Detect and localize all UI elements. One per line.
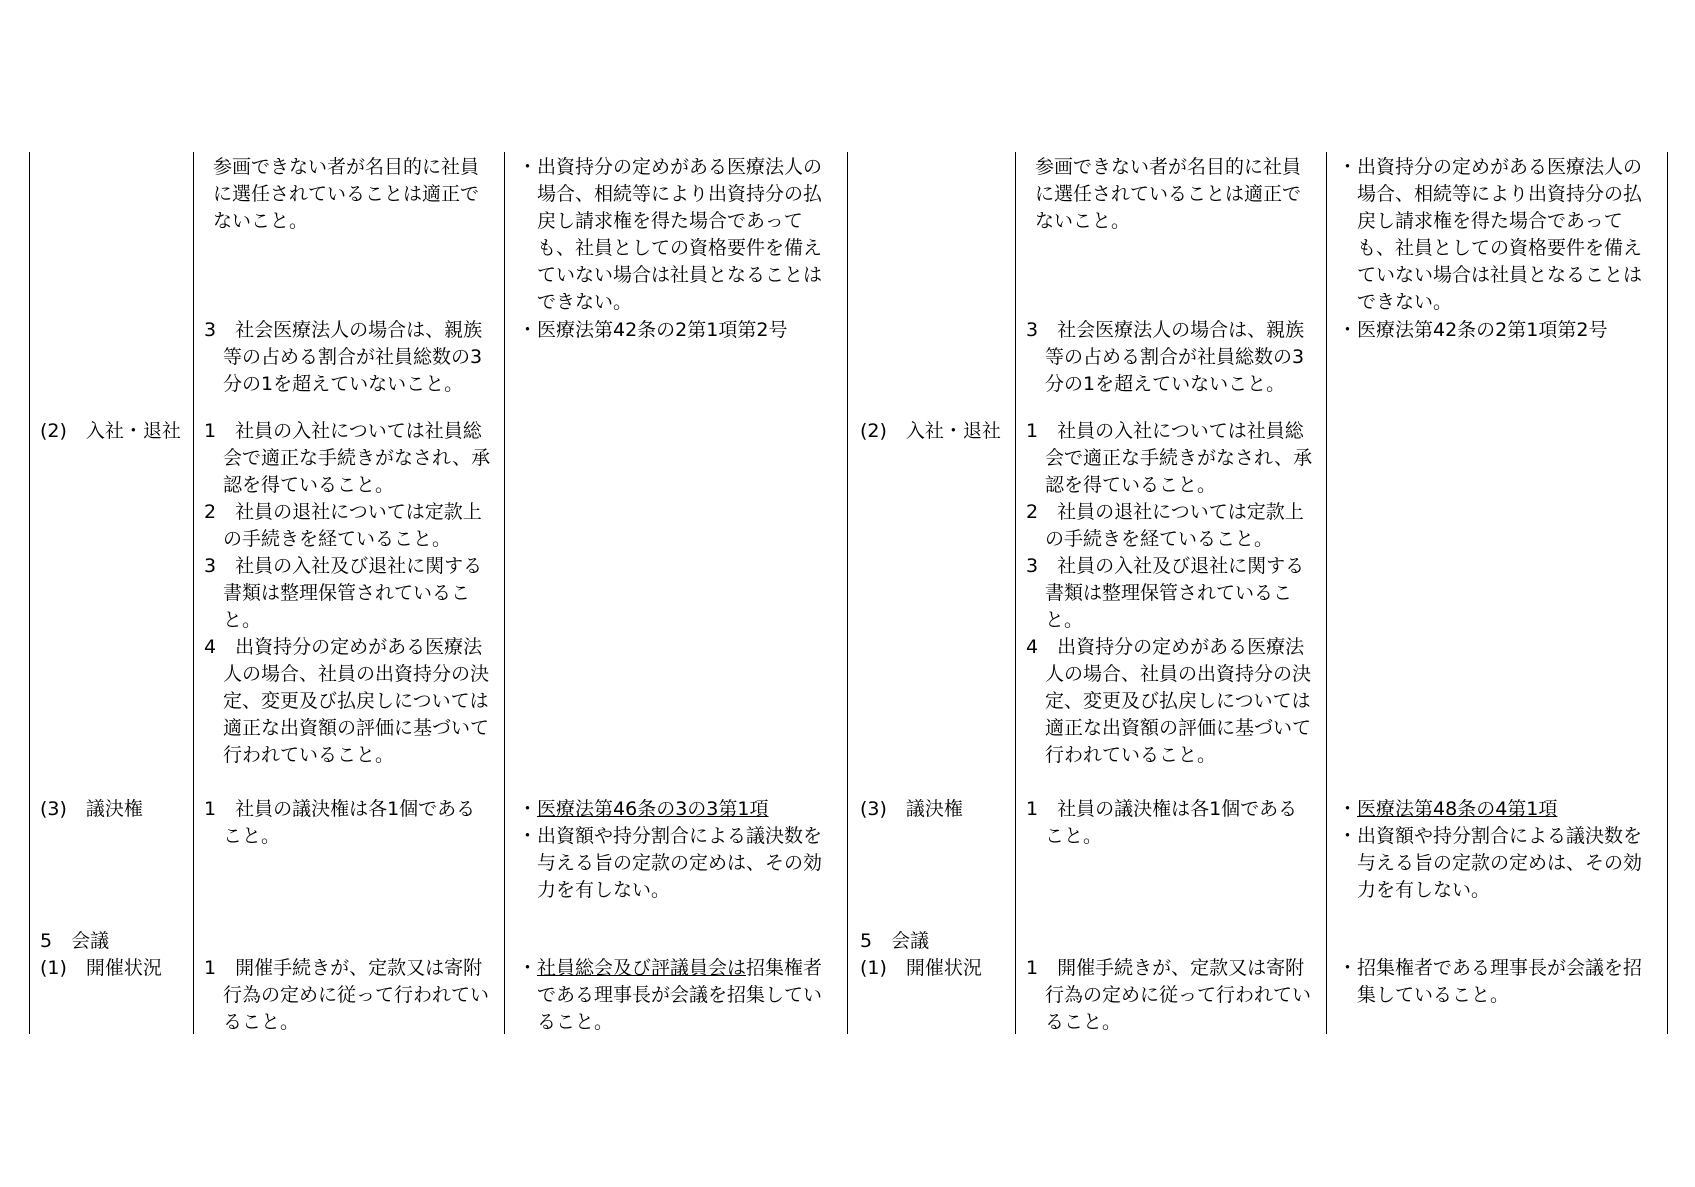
right-r4-note	[1338, 796, 1642, 904]
text-line: できない。	[518, 291, 633, 313]
text-line: 3 社会医療法人の場合は、親族	[1026, 319, 1305, 341]
item-label: (2) 入社・退社	[860, 420, 1001, 442]
text-line: ないこと。	[1035, 210, 1131, 232]
text-line: 1 社員の議決権は各1個である	[204, 798, 476, 820]
item-label: (3) 議決権	[860, 798, 963, 820]
right-r2-point	[1026, 317, 1304, 398]
text-line: 書類は整理保管されているこ	[204, 582, 471, 604]
bullet: ・	[1338, 798, 1358, 820]
text-line: 1 開催手続きが、定款又は寄附	[1026, 957, 1305, 979]
text-line: と。	[204, 609, 262, 631]
text-line: 会で適正な手続きがなされ、承	[204, 447, 491, 469]
item-label: (2) 入社・退社	[40, 420, 181, 442]
section-heading: 5 会議	[40, 930, 110, 952]
text-line: 書類は整理保管されているこ	[1026, 582, 1293, 604]
text-line: 1 社員の入社については社員総	[204, 420, 482, 442]
text-line: ・医療法第42条の2第1項第2号	[518, 319, 788, 341]
text-line: ること。	[204, 1011, 300, 1033]
text-line: ていない場合は社員となることは	[1338, 264, 1643, 286]
text-line: 4 出資持分の定めがある医療法	[204, 636, 483, 658]
bullet: ・	[518, 957, 538, 979]
text-line: 認を得ていること。	[1026, 474, 1217, 496]
left-r4-item	[40, 796, 143, 823]
text-line: 定、変更及び払戻しについては	[204, 690, 489, 712]
text-line: 1 開催手続きが、定款又は寄附	[204, 957, 483, 979]
text-line: 参画できない者が名目的に社員	[213, 156, 480, 178]
text-line: ・出資額や持分割合による議決数を	[1338, 825, 1643, 847]
text-line: 人の場合、社員の出資持分の決	[204, 663, 490, 685]
text-line: 1 社員の議決権は各1個である	[1026, 798, 1298, 820]
law-reference: 医療法第46条の3の3第1項	[537, 798, 769, 820]
bullet: ・	[518, 798, 538, 820]
text-line: 会で適正な手続きがなされ、承	[1026, 447, 1313, 469]
right-r5-heading	[860, 928, 982, 982]
column-rule	[1667, 152, 1668, 1034]
right-r2-note	[1338, 317, 1607, 344]
text-line	[518, 955, 822, 982]
text-tail: 招集権者	[746, 957, 823, 979]
text-line: の手続きを経ていること。	[204, 528, 452, 550]
text-line: と。	[1026, 609, 1084, 631]
text-line: 行われていること。	[1026, 744, 1217, 766]
text-line: 3 社会医療法人の場合は、親族	[204, 319, 483, 341]
left-r5-heading	[40, 928, 162, 982]
text-line: 集していること。	[1338, 984, 1510, 1006]
left-r5-note	[518, 955, 822, 1036]
text-line: ・医療法第42条の2第1項第2号	[1338, 319, 1608, 341]
left-r2-point	[204, 317, 482, 398]
text-line: 適正な出資額の評価に基づいて	[1026, 717, 1312, 739]
left-r4-point	[204, 796, 475, 850]
column-rule	[1015, 152, 1016, 1034]
left-r5-point	[204, 955, 489, 1036]
text-line: できない。	[1338, 291, 1453, 313]
text-line: 分の1を超えていないこと。	[204, 373, 464, 395]
text-line: 2 社員の退社については定款上	[1026, 501, 1304, 523]
right-r3-point	[1026, 418, 1312, 769]
law-reference: 医療法第48条の4第1項	[1357, 798, 1558, 820]
text-line: 与える旨の定款の定めは、その効	[518, 852, 823, 874]
right-r3-item	[860, 418, 1001, 445]
right-r4-item	[860, 796, 963, 823]
column-rule	[847, 152, 848, 1034]
column-rule	[29, 152, 30, 1034]
text-line: も、社員としての資格要件を備え	[1338, 237, 1643, 259]
text-line: 分の1を超えていないこと。	[1026, 373, 1286, 395]
text-line: 1 社員の入社については社員総	[1026, 420, 1304, 442]
text-line: の手続きを経ていること。	[1026, 528, 1274, 550]
text-line: 場合、相続等により出資持分の払	[1338, 183, 1643, 205]
section-heading: 5 会議	[860, 930, 930, 952]
text-line: ること。	[518, 1011, 614, 1033]
text-line: 場合、相続等により出資持分の払	[518, 183, 823, 205]
text-line: 行為の定めに従って行われてい	[204, 984, 490, 1006]
right-r5-note	[1338, 955, 1642, 1009]
left-r3-item	[40, 418, 181, 445]
left-r3-point	[204, 418, 490, 769]
item-label: (1) 開催状況	[860, 957, 982, 979]
text-line: 戻し請求権を得た場合であって	[1338, 210, 1623, 232]
text-line: 適正な出資額の評価に基づいて	[204, 717, 490, 739]
left-r4-note	[518, 796, 822, 904]
text-line: 行為の定めに従って行われてい	[1026, 984, 1312, 1006]
text-line	[1338, 796, 1642, 823]
text-line: ・出資持分の定めがある医療法人の	[518, 156, 823, 178]
left-r1-note	[518, 154, 822, 316]
right-r1-point	[1035, 154, 1301, 235]
text-line: 参画できない者が名目的に社員	[1035, 156, 1302, 178]
text-line: に選任されていることは適正で	[213, 183, 480, 205]
text-line: ・出資額や持分割合による議決数を	[518, 825, 823, 847]
text-line: も、社員としての資格要件を備え	[518, 237, 823, 259]
text-line: 与える旨の定款の定めは、その効	[1338, 852, 1643, 874]
text-line: ること。	[1026, 1011, 1122, 1033]
text-line: こと。	[1026, 825, 1103, 847]
right-r5-point	[1026, 955, 1311, 1036]
text-line: ・招集権者である理事長が会議を招	[1338, 957, 1643, 979]
text-line: ・出資持分の定めがある医療法人の	[1338, 156, 1643, 178]
left-r1-point	[213, 154, 479, 235]
right-r1-note	[1338, 154, 1642, 316]
column-rule	[504, 152, 505, 1034]
left-r2-note	[518, 317, 787, 344]
text-line	[518, 796, 822, 823]
text-line: 3 社員の入社及び退社に関する	[1026, 555, 1305, 577]
text-line: 等の占める割合が社員総数の3	[1026, 346, 1305, 368]
text-line: 4 出資持分の定めがある医療法	[1026, 636, 1305, 658]
text-line: 人の場合、社員の出資持分の決	[1026, 663, 1312, 685]
text-line: 定、変更及び払戻しについては	[1026, 690, 1311, 712]
item-label: (3) 議決権	[40, 798, 143, 820]
column-rule	[1326, 152, 1327, 1034]
text-line: 力を有しない。	[1338, 879, 1491, 901]
text-line: 認を得ていること。	[204, 474, 395, 496]
right-r4-point	[1026, 796, 1297, 850]
text-line: ないこと。	[213, 210, 309, 232]
text-line: に選任されていることは適正で	[1035, 183, 1302, 205]
column-rule	[193, 152, 194, 1034]
text-line: 戻し請求権を得た場合であって	[518, 210, 803, 232]
text-line: 行われていること。	[204, 744, 395, 766]
text-line: こと。	[204, 825, 281, 847]
underlined-phrase: 社員総会及び評議員会は	[537, 957, 747, 979]
item-label: (1) 開催状況	[40, 957, 162, 979]
text-line: 力を有しない。	[518, 879, 671, 901]
text-line: 3 社員の入社及び退社に関する	[204, 555, 483, 577]
text-line: ていない場合は社員となることは	[518, 264, 823, 286]
text-line: 等の占める割合が社員総数の3	[204, 346, 483, 368]
text-line: 2 社員の退社については定款上	[204, 501, 482, 523]
text-line: である理事長が会議を招集してい	[518, 984, 823, 1006]
